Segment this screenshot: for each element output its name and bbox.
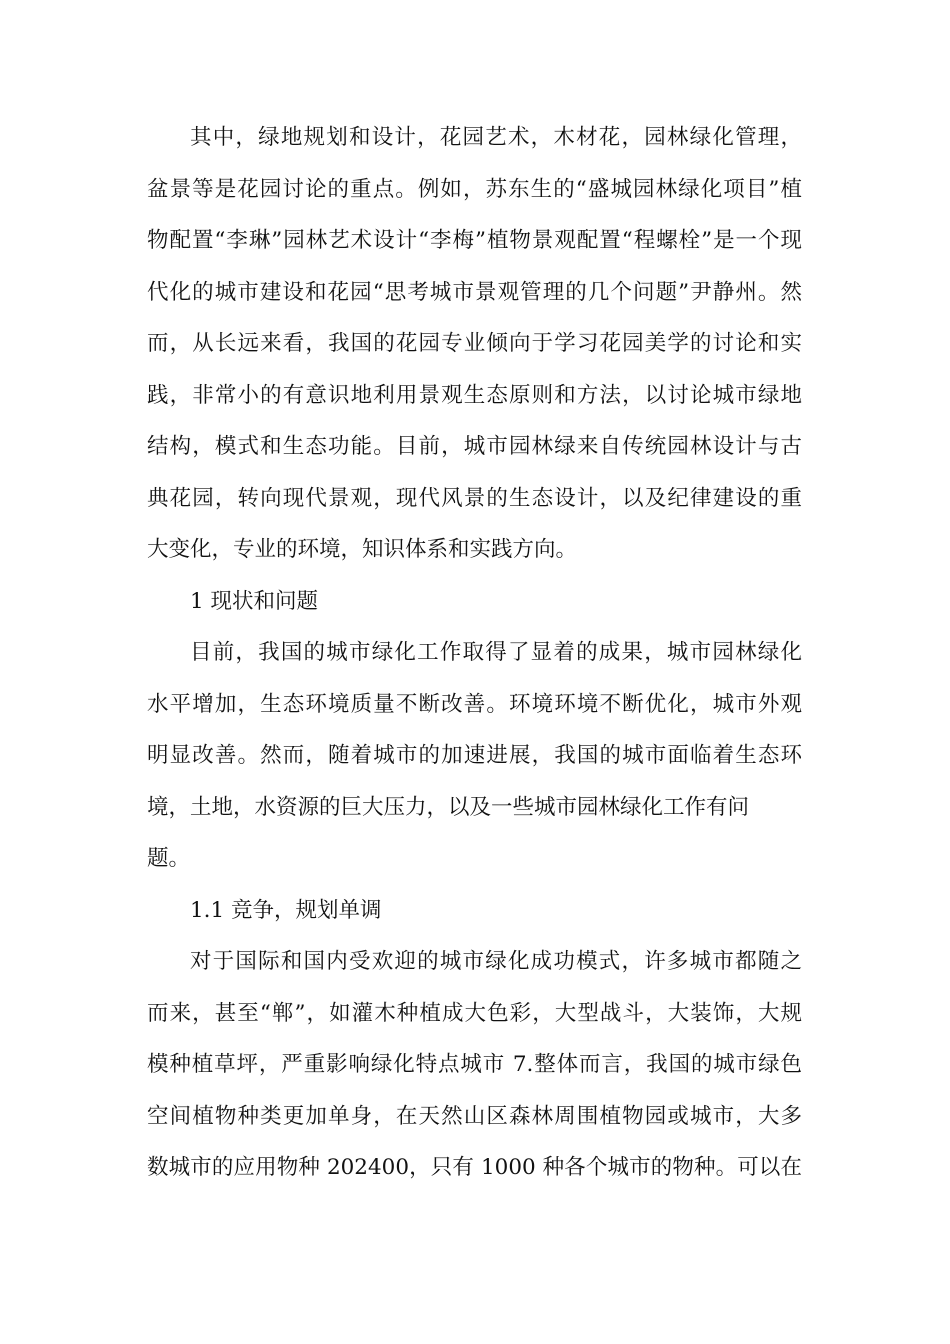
text-line: 数城市的应用物种 202400，只有 1000 种各个城市的物种。可以在 (147, 1155, 802, 1180)
text-line: 物配置“李琳”园林艺术设计“李梅”植物景观配置“程螺栓”是一个现 (147, 228, 802, 253)
paragraph-status (147, 627, 802, 885)
text-line: 而，从长远来看，我国的花园专业倾向于学习花园美学的讨论和实 (147, 331, 802, 356)
text-line: 典花园，转向现代景观，现代风景的生态设计，以及纪律建设的重 (147, 485, 802, 511)
text-line: 空间植物种类更加单身，在天然山区森林周围植物园或城市，大多 (147, 1103, 802, 1129)
section-heading-competition: 1.1 竞争，规划单调 (190, 897, 382, 923)
document-page (147, 112, 802, 1194)
text-line: 对于国际和国内受欢迎的城市绿化成功模式，许多城市都随之 (190, 949, 802, 974)
text-line: 践，非常小的有意识地利用景观生态原则和方法，以讨论城市绿地 (147, 382, 802, 408)
text-line: 境，土地，水资源的巨大压力，以及一些城市园林绿化工作有问 (147, 794, 750, 820)
text-line: 而来，甚至“郸”，如灌木种植成大色彩，大型战斗，大装饰，大规 (147, 1000, 802, 1026)
text-line: 题。 (147, 846, 191, 871)
text-line: 其中，绿地规划和设计，花园艺术，木材花，园林绿化管理， (190, 125, 802, 150)
paragraph-competition (147, 936, 802, 1194)
text-line: 明显改善。然而，随着城市的加速进展，我国的城市面临着生态环 (147, 743, 802, 768)
text-line: 盆景等是花园讨论的重点。例如，苏东生的“盛城园林绿化项目”植 (147, 176, 802, 202)
paragraph-intro (147, 112, 802, 576)
text-line: 水平增加，生态环境质量不断改善。环境环境不断优化，城市外观 (147, 691, 802, 717)
text-line: 模种植草坪，严重影响绿化特点城市 7.整体而言，我国的城市绿色 (147, 1052, 802, 1077)
text-line: 结构，模式和生态功能。目前，城市园林绿来自传统园林设计与古 (147, 434, 802, 459)
text-line: 代化的城市建设和花园“思考城市景观管理的几个问题”尹静州。然 (147, 279, 802, 305)
section-heading-status: 1 现状和问题 (190, 588, 319, 614)
text-line: 大变化，专业的环境，知识体系和实践方向。 (147, 537, 578, 562)
text-line: 目前，我国的城市绿化工作取得了显着的成果，城市园林绿化 (190, 640, 802, 665)
